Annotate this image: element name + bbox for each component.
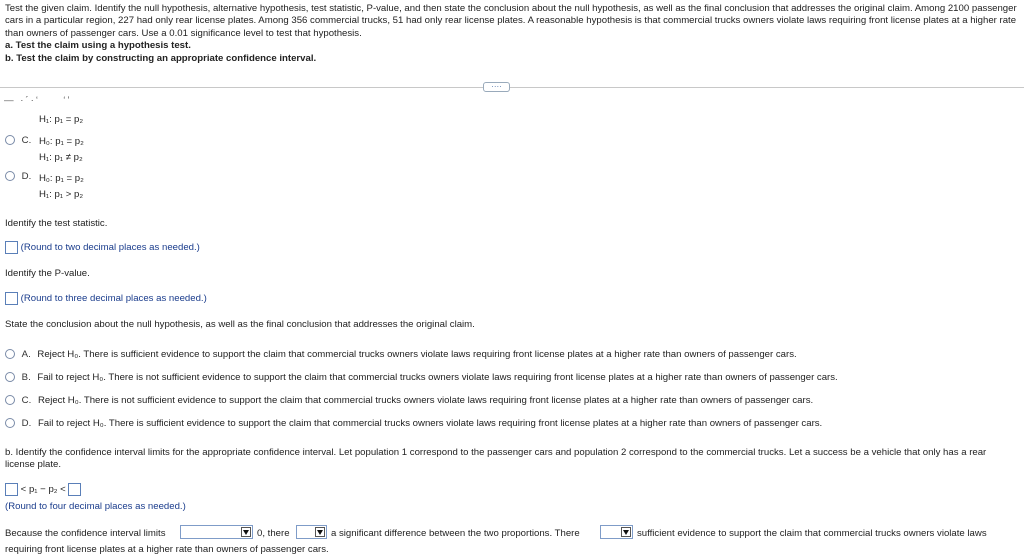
cutoff-option-edge: ― ·´·‘ ‘’ — [4, 95, 72, 106]
option-letter: D. — [21, 171, 32, 182]
conclusion-option-c[interactable] — [5, 395, 813, 406]
sig-diff-text: a significant difference between the two proportions. There — [331, 528, 580, 539]
option-letter: A. — [21, 349, 31, 360]
section-divider — [0, 87, 1024, 88]
radio-button[interactable] — [5, 349, 15, 359]
chevron-down-icon — [621, 527, 631, 537]
option-text: Fail to reject H₀. There is sufficient evidence to support the claim that commercial trucks owners violate laws requiring front license plates at a higher rate than owners of passenger cars. — [37, 418, 823, 429]
option-text: Reject H₀. There is sufficient evidence to support the claim that commercial trucks owners violate laws requiring front license plates at a higher rate than owners of passenger cars. — [37, 349, 797, 360]
option-text: Reject H₀. There is not sufficient evidence to support the claim that commercial trucks owners violate laws requiring front license plates at a higher rate than owners of passenger cars. — [37, 395, 814, 406]
radio-button[interactable] — [5, 372, 15, 382]
option-c-h1: H₁: p₁ ≠ p₂ — [39, 152, 83, 163]
option-letter: D. — [21, 418, 32, 429]
option-text: Fail to reject H₀. There is not sufficient evidence to support the claim that commercial trucks owners violate laws requiring front license plates at a higher rate than owners of passenger cars. — [37, 372, 838, 383]
conclusion-option-d[interactable] — [5, 418, 822, 429]
test-stat-row — [5, 241, 200, 254]
interval-row — [5, 483, 81, 496]
radio-button[interactable] — [5, 135, 15, 145]
part-a-label: a. Test the claim using a hypothesis test. — [5, 40, 191, 52]
because-text: Because the confidence interval limits — [5, 528, 166, 539]
hyp-option-c[interactable] — [5, 135, 31, 146]
interval-hint: (Round to four decimal places as needed.) — [5, 501, 186, 512]
expand-more-button[interactable]: ···· — [483, 82, 510, 92]
part-b-text: b. Identify the confidence interval limits for the appropriate confidence interval. Let population 1 correspond to the passenger cars and population 2 correspond to the commercial trucks. Let a success be a vehicle that only has a rear license plate. — [5, 447, 987, 471]
test-stat-hint: (Round to two decimal places as needed.) — [20, 242, 200, 254]
part-b-label: b. Test the claim by constructing an appropriate confidence interval. — [5, 52, 317, 64]
chevron-down-icon — [241, 527, 251, 537]
option-c-h0: H₀: p₁ = p₂ — [39, 136, 84, 147]
option-letter: C. — [21, 135, 32, 146]
because-line2: requiring front license plates at a higher rate than owners of passenger cars. — [5, 544, 329, 555]
interval-expression: < p₁ − p₂ < — [20, 484, 66, 496]
option-letter: B. — [21, 372, 31, 383]
conclusion-option-b[interactable] — [5, 372, 838, 383]
zero-there-text: 0, there — [257, 528, 290, 539]
option-d-h0: H₀: p₁ = p₂ — [39, 173, 84, 184]
lower-limit-input[interactable] — [5, 483, 18, 496]
partial-option-h1: H₁: p₁ = p₂ — [39, 114, 84, 125]
contain-dropdown[interactable] — [180, 525, 253, 539]
radio-button[interactable] — [5, 171, 15, 181]
conclusion-label: State the conclusion about the null hypothesis, as well as the final conclusion that addresses the original claim. — [5, 319, 475, 330]
pvalue-label: Identify the P-value. — [5, 268, 90, 279]
option-letter: C. — [21, 395, 32, 406]
pvalue-input[interactable] — [5, 292, 18, 305]
conclusion-option-a[interactable] — [5, 349, 797, 360]
upper-limit-input[interactable] — [68, 483, 81, 496]
pvalue-hint: (Round to three decimal places as needed.) — [20, 293, 207, 305]
chevron-down-icon — [315, 527, 325, 537]
pvalue-row — [5, 292, 207, 305]
problem-statement — [5, 3, 1017, 65]
test-stat-input[interactable] — [5, 241, 18, 254]
radio-button[interactable] — [5, 418, 15, 428]
problem-text: Test the given claim. Identify the null hypothesis, alternative hypothesis, test statistic, P-value, and then state the conclusion about the null hypothesis, as well as the final conclusion that addresses the original claim. Among 2100 passenger cars in a particular region, 227 had only rear license plates. Among 356 commercial trucks, 51 had only rear license plates. A reasonable hypothesis is that commercial trucks owners violate laws requiring front license plates at a higher rate than owners of passenger cars. Use a 0.01 significance level to test that hypothesis. — [5, 3, 1017, 39]
hyp-option-d[interactable] — [5, 171, 31, 182]
option-d-h1: H₁: p₁ > p₂ — [39, 189, 84, 200]
sufficient-text: sufficient evidence to support the claim that commercial trucks owners violate laws — [637, 528, 987, 539]
evidence-dropdown[interactable] — [600, 525, 633, 539]
radio-button[interactable] — [5, 395, 15, 405]
is-dropdown[interactable] — [296, 525, 327, 539]
test-stat-label: Identify the test statistic. — [5, 218, 108, 229]
